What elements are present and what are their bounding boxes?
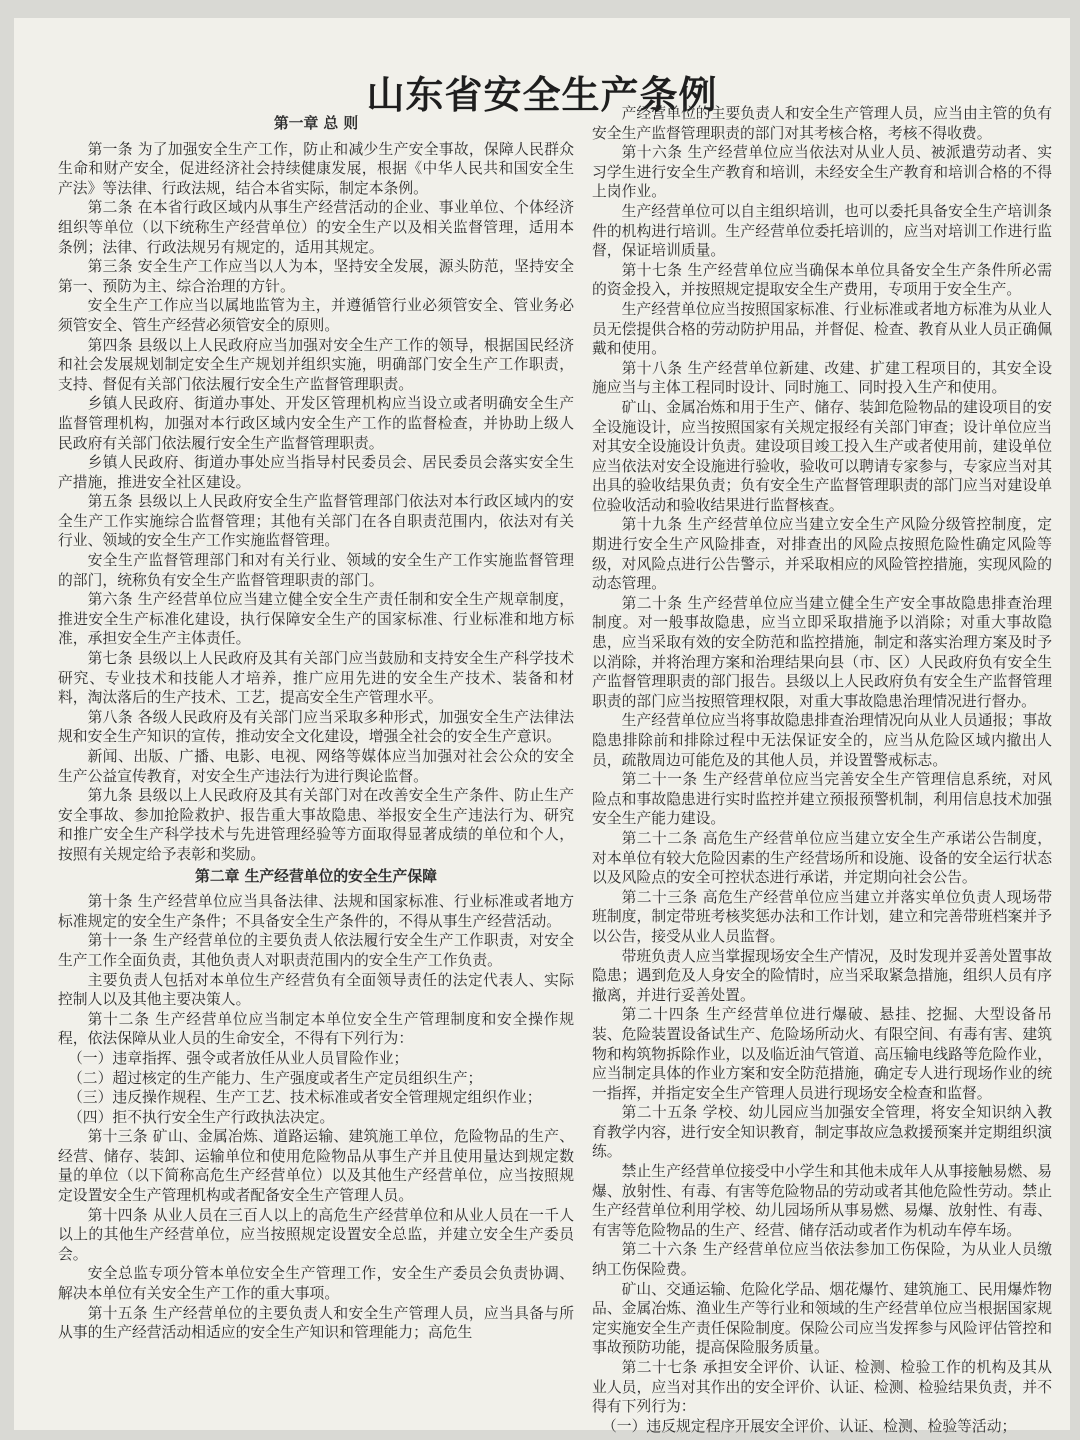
paragraph: 第十条 生产经营单位应当具备法律、法规和国家标准、行业标准或者地方标准规定的安全生产条件；不具备安全生产条件的，不得从事生产经营活动。 xyxy=(58,893,574,930)
paragraph: 第十二条 生产经营单位应当制定本单位安全生产管理制度和安全操作规程，依法保障从业人员的生命安全，不得有下列行为： xyxy=(58,1010,574,1048)
paragraph: 矿山、交通运输、危险化学品、烟花爆竹、建筑施工、民用爆炸物品、金属冶炼、渔业生产等行业和领域的生产经营单位应当根据国家规定实施安全生产责任保险制度。保险公司应当发挥参与风险评估管控和事故预防功能，提高保险服务质量。 xyxy=(592,1280,1052,1357)
paragraph: 第十九条 生产经营单位应当建立安全生产风险分级管控制度，定期进行安全生产风险排查，对排查出的风险点按照危险性确定风险等级，对风险点进行公告警示，并采取相应的风险管控措施，实现风险的动态管理。 xyxy=(592,516,1052,593)
paragraph: 第二十五条 学校、幼儿园应当加强安全管理，将安全知识纳入教育教学内容，进行安全知识教育，制定事故应急救援预案并定期组织演练。 xyxy=(592,1104,1052,1161)
paragraph: 生产经营单位应当按照国家标准、行业标准或者地方标准为从业人员无偿提供合格的劳动防护用品，并督促、检查、教育从业人员正确佩戴和使用。 xyxy=(592,300,1052,358)
paragraph: 第二十六条 生产经营单位应当依法参加工伤保险，为从业人员缴纳工伤保险费。 xyxy=(592,1241,1052,1279)
left-column xyxy=(58,112,574,1422)
paragraph: 第八条 各级人民政府及有关部门应当采取多种形式，加强安全生产法律法规和安全生产知识的宣传，推动安全文化建设，增强全社会的安全生产意识。 xyxy=(58,708,574,746)
paragraph: 乡镇人民政府、街道办事处应当指导村民委员会、居民委员会落实安全生产措施，推进安全社区建设。 xyxy=(58,454,574,491)
paragraph: 生产经营单位可以自主组织培训，也可以委托具备安全生产培训条件的机构进行培训。生产经营单位委托培训的，应当对培训工作进行监督，保证培训质量。 xyxy=(592,202,1052,260)
paragraph: 第四条 县级以上人民政府应当加强对安全生产工作的领导，根据国民经济和社会发展规划制定安全生产规划并组织实施，明确部门安全生产工作职责，支持、督促有关部门依法履行安全生产监督管理职责。 xyxy=(58,336,574,393)
paragraph: 第十三条 矿山、金属冶炼、道路运输、建筑施工单位，危险物品的生产、经营、储存、装卸、运输单位和使用危险物品从事生产并且使用量达到规定数量的单位（以下简称高危生产经营单位）以及其他生产经营单位，应当按照规定设置安全生产管理机构或者配备安全生产管理人员。 xyxy=(58,1128,574,1205)
paragraph: 第三条 安全生产工作应当以人为本，坚持安全发展，源头防范，坚持安全第一、预防为主、综合治理的方针。 xyxy=(58,258,574,295)
paragraph: 生产经营单位应当将事故隐患排查治理情况向从业人员通报；事故隐患排除前和排除过程中无法保证安全的，应当从危险区域内撤出人员，疏散周边可能危及的其他人员，并设置警戒标志。 xyxy=(592,712,1052,769)
paragraph: 第五条 县级以上人民政府安全生产监督管理部门依法对本行政区域内的安全生产工作实施综合监督管理；其他有关部门在各自职责范围内，依法对有关行业、领域的安全生产工作实施监督管理。 xyxy=(58,493,574,550)
paragraph: （一）违章指挥、强令或者放任从业人员冒险作业； xyxy=(68,1049,409,1067)
paragraph: 第十七条 生产经营单位应当确保本单位具备安全生产条件所必需的资金投入，并按照规定提取安全生产费用，专项用于安全生产。 xyxy=(592,261,1052,299)
paragraph: 第一条 为了加强安全生产工作，防止和减少生产安全事故，保障人民群众生命和财产安全，促进经济社会持续健康发展，根据《中华人民共和国安全生产法》等法律、行政法规，结合本省实际，制定本条例。 xyxy=(58,140,574,197)
paragraph: 第二条 在本省行政区域内从事生产经营活动的企业、事业单位、个体经济组织等单位（以下统称生产经营单位）的安全生产以及相关监督管理，适用本条例；法律、行政法规另有规定的，适用其规定。 xyxy=(58,199,574,256)
paragraph: （一）违反规定程序开展安全评价、认证、检测、检验等活动； xyxy=(602,1417,1017,1435)
paragraph: 第二十四条 生产经营单位进行爆破、悬挂、挖掘、大型设备吊装、危险装置设备试生产、危险场所动火、有限空间、有毒有害、建筑物和构筑物拆除作业，以及临近油气管道、高压输电线路等危险作业，应当制定具体的作业方案和安全防范措施，确定专人进行现场作业的统一指挥，并指定安全生产管理人员进行现场安全检查和监督。 xyxy=(592,1006,1052,1102)
paragraph: 新闻、出版、广播、电影、电视、网络等媒体应当加强对社会公众的安全生产公益宣传教育，对安全生产违法行为进行舆论监督。 xyxy=(58,748,574,785)
paragraph: 第十八条 生产经营单位新建、改建、扩建工程项目的，其安全设施应当与主体工程同时设计、同时施工、同时投入生产和使用。 xyxy=(592,359,1052,397)
paragraph: 第二十七条 承担安全评价、认证、检测、检验工作的机构及其从业人员，应当对其作出的安全评价、认证、检测、检验结果负责，并不得有下列行为： xyxy=(592,1359,1052,1416)
paragraph: 第十五条 生产经营单位的主要负责人和安全生产管理人员，应当具备与所从事的生产经营活动相适应的安全生产知识和管理能力；高危生 xyxy=(58,1304,574,1342)
paragraph: 乡镇人民政府、街道办事处、开发区管理机构应当设立或者明确安全生产监督管理机构，加强对本行政区域内安全生产工作的监督检查，并协助上级人民政府有关部门依法履行安全生产监督管理职责。 xyxy=(58,395,574,452)
paragraph: 带班负责人应当掌握现场安全生产情况，及时发现并妥善处置事故隐患；遇到危及人身安全的险情时，应当采取紧急措施，组织人员有序撤离，并进行妥善处置。 xyxy=(592,947,1052,1004)
paragraph: （三）违反操作规程、生产工艺、技术标准或者安全管理规定组织作业； xyxy=(68,1089,542,1107)
paragraph: 产经营单位的主要负责人和安全生产管理人员，应当由主管的负有安全生产监督管理职责的部门对其考核合格，考核不得收费。 xyxy=(592,105,1052,142)
paragraph: 第十六条 生产经营单位应当依法对从业人员、被派遣劳动者、实习学生进行安全生产教育和培训，未经安全生产教育和培训合格的不得上岗作业。 xyxy=(592,144,1052,201)
document-title: 山东省安全生产条例 xyxy=(366,72,718,117)
paragraph: 矿山、金属冶炼和用于生产、储存、装卸危险物品的建设项目的安全设施设计，应当按照国家有关规定报经有关部门审查；设计单位应当对其安全设施设计负责。建设项目竣工投入生产或者使用前，建设单位应当依法对安全设施进行验收，验收可以聘请专家参与，专家应当对其出具的验收结果负责；负有安全生产监督管理职责的部门应当对建设单位验收活动和验收结果进行监督核查。 xyxy=(592,398,1052,514)
paragraph: 第六条 生产经营单位应当建立健全安全生产责任制和安全生产规章制度，推进安全生产标准化建设，执行保障安全生产的国家标准、行业标准和地方标准，承担安全生产主体责任。 xyxy=(58,591,574,648)
paragraph: （四）拒不执行安全生产行政执法决定。 xyxy=(68,1108,335,1126)
paragraph: 第九条 县级以上人民政府及其有关部门对在改善安全生产条件、防止生产安全事故、参加抢险救护、报告重大事故隐患、举报安全生产违法行为、研究和推广安全生产科学技术与先进管理经验等方面取得显著成绩的单位和个人，按照有关规定给予表彰和奖励。 xyxy=(58,787,574,863)
paragraph: 安全生产监督管理部门和对有关行业、领域的安全生产工作实施监督管理的部门，统称负有安全生产监督管理职责的部门。 xyxy=(58,552,574,589)
right-column xyxy=(592,104,1052,1435)
paragraph: 主要负责人包括对本单位生产经营负有全面领导责任的法定代表人、实际控制人以及其他主要决策人。 xyxy=(58,971,574,1009)
paragraph: （二）超过核定的生产能力、生产强度或者生产定员组织生产； xyxy=(68,1069,483,1087)
chapter-heading: 第二章 生产经营单位的安全生产保障 xyxy=(195,867,437,885)
paragraph: 第七条 县级以上人民政府及其有关部门应当鼓励和支持安全生产科学技术研究、专业技术和技能人才培养，推广应用先进的安全生产技术、装备和材料，淘汰落后的生产技术、工艺，提高安全生产管理水平。 xyxy=(58,650,574,707)
paragraph: 安全生产工作应当以属地监管为主，并遵循管行业必须管安全、管业务必须管安全、管生产经营必须管安全的原则。 xyxy=(58,297,574,334)
paragraph: 第二十一条 生产经营单位应当完善安全生产管理信息系统，对风险点和事故隐患进行实时监控并建立预报预警机制，利用信息技术加强安全生产能力建设。 xyxy=(592,771,1052,828)
paragraph: 安全总监专项分管本单位安全生产管理工作，安全生产委员会负责协调、解决本单位有关安全生产工作的重大事项。 xyxy=(58,1265,574,1303)
paragraph: 第二十二条 高危生产经营单位应当建立安全生产承诺公告制度，对本单位有较大危险因素的生产经营场所和设施、设备的安全运行状态以及风险点的安全可控状态进行承诺，并定期向社会公告。 xyxy=(592,829,1052,887)
paragraph: 第十四条 从业人员在三百人以上的高危生产经营单位和从业人员在一千人以上的其他生产经营单位，应当按照规定设置安全总监，并建立安全生产委员会。 xyxy=(58,1206,574,1263)
document-page xyxy=(14,18,1070,1435)
paragraph: 第二十条 生产经营单位应当建立健全生产安全事故隐患排查治理制度。对一般事故隐患，应当立即采取措施予以消除；对重大事故隐患，应当采取有效的安全防范和监控措施，制定和落实治理方案及时予以消除，并将治理方案和治理结果向县（市、区）人民政府负有安全生产监督管理职责的部门报告。县级以上人民政府负有安全生产监督管理职责的部门应当按照管理权限，对重大事故隐患治理情况进行督办。 xyxy=(592,594,1052,710)
chapter-heading: 第一章 总 则 xyxy=(273,115,359,132)
paragraph: 第二十三条 高危生产经营单位应当建立并落实单位负责人现场带班制度，制定带班考核奖惩办法和工作计划，建立和完善带班档案并予以公告，接受从业人员监督。 xyxy=(592,888,1052,945)
paragraph: 第十一条 生产经营单位的主要负责人依法履行安全生产工作职责，对安全生产工作全面负责，其他负责人对职责范围内的安全生产工作负责。 xyxy=(58,932,574,969)
paragraph: 禁止生产经营单位接受中小学生和其他未成年人从事接触易燃、易爆、放射性、有毒、有害等危险物品的劳动或者其他危险性劳动。禁止生产经营单位利用学校、幼儿园场所从事易燃、易爆、放射性、有毒、有害等危险物品的生产、经营、储存活动或者作为机动车停车场。 xyxy=(592,1163,1052,1239)
